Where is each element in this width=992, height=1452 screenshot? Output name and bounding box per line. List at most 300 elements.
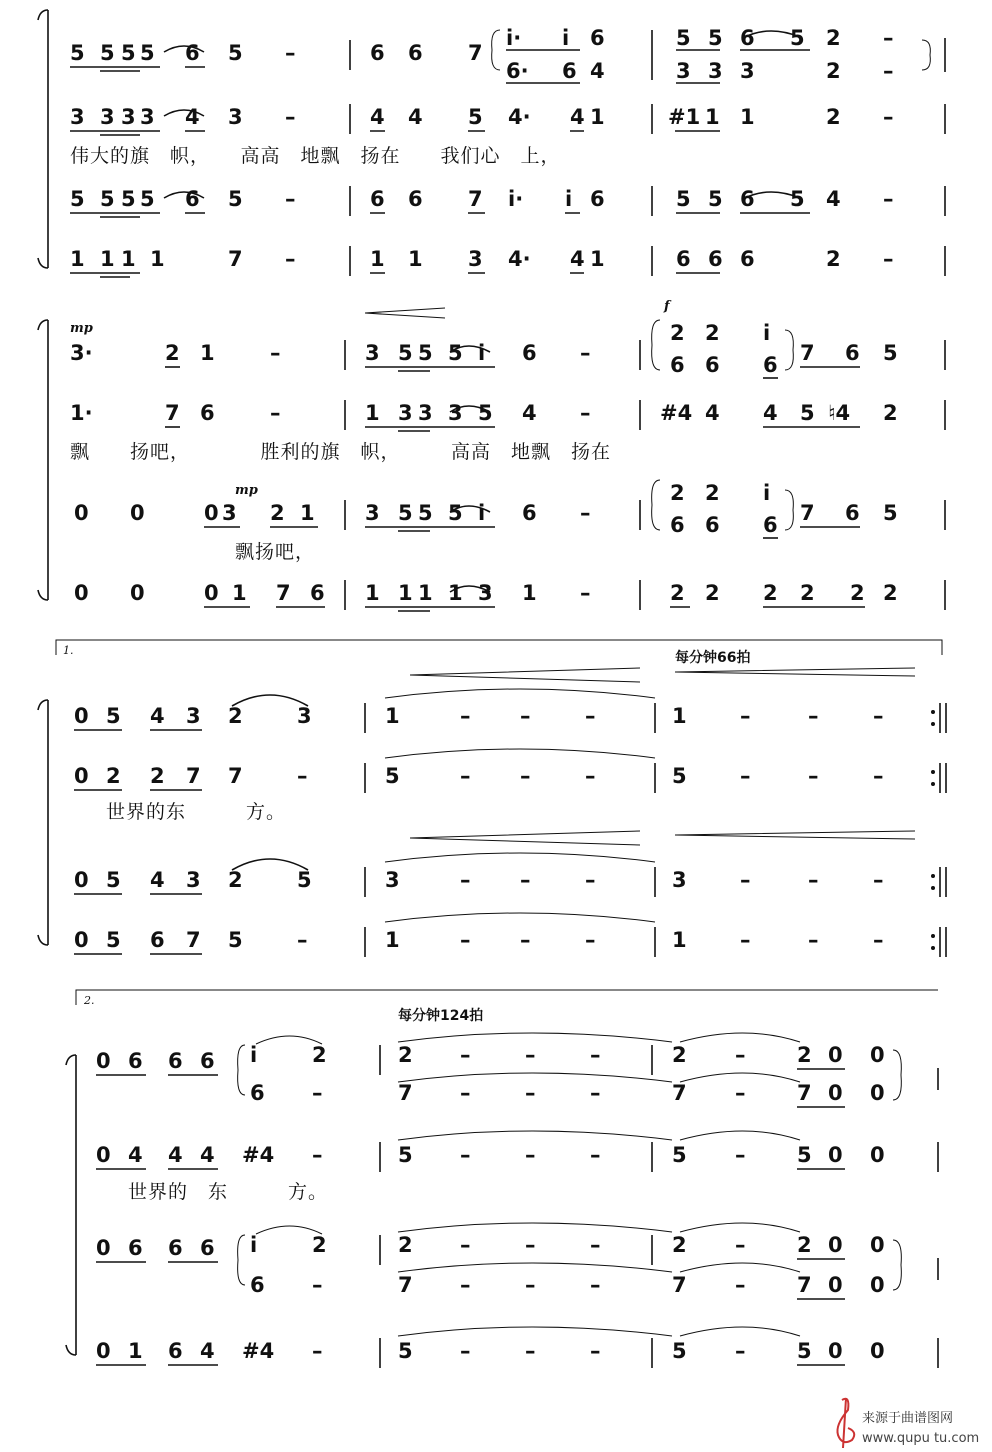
- svg-text:4: 4: [570, 105, 585, 129]
- system-4: [66, 990, 938, 1368]
- svg-text:5: 5: [790, 26, 805, 50]
- svg-text:3: 3: [297, 704, 312, 728]
- svg-text:4: 4: [570, 247, 585, 271]
- svg-text:7: 7: [797, 1273, 812, 1297]
- svg-text:3: 3: [672, 868, 687, 892]
- svg-text:6: 6: [408, 41, 423, 65]
- svg-text:5: 5: [140, 187, 155, 211]
- svg-text:5: 5: [70, 187, 85, 211]
- svg-text:i·: i·: [508, 187, 524, 211]
- svg-text:–: –: [520, 928, 531, 952]
- svg-text:–: –: [873, 928, 884, 952]
- svg-text:5: 5: [418, 501, 433, 525]
- svg-text:–: –: [460, 868, 471, 892]
- svg-text:–: –: [460, 928, 471, 952]
- svg-text:3: 3: [100, 105, 115, 129]
- svg-text:0: 0: [870, 1339, 885, 1363]
- svg-text:–: –: [270, 401, 281, 425]
- svg-text:3: 3: [186, 704, 201, 728]
- svg-text:0: 0: [870, 1143, 885, 1167]
- lyrics-line: 世界的东 方。: [106, 801, 287, 823]
- svg-text:–: –: [735, 1233, 746, 1257]
- svg-text:6: 6: [845, 341, 860, 365]
- tempo-marking: 每分钟66拍: [675, 650, 751, 666]
- svg-text:2: 2: [826, 105, 841, 129]
- svg-text:7: 7: [468, 187, 483, 211]
- svg-text:5: 5: [398, 1143, 413, 1167]
- svg-text:2: 2: [312, 1043, 327, 1067]
- svg-text:–: –: [735, 1043, 746, 1067]
- svg-text:1: 1: [300, 501, 315, 525]
- svg-text:–: –: [585, 704, 596, 728]
- svg-text:5: 5: [797, 1339, 812, 1363]
- svg-text:0: 0: [96, 1236, 111, 1260]
- svg-text:0: 0: [96, 1143, 111, 1167]
- svg-text:–: –: [285, 187, 296, 211]
- svg-text:7: 7: [228, 764, 243, 788]
- svg-text:7: 7: [672, 1081, 687, 1105]
- svg-text:–: –: [312, 1339, 323, 1363]
- svg-text:–: –: [585, 868, 596, 892]
- svg-text:0: 0: [130, 501, 145, 525]
- svg-text:–: –: [873, 764, 884, 788]
- svg-text:5: 5: [398, 501, 413, 525]
- svg-text:4: 4: [370, 105, 385, 129]
- svg-text:1: 1: [70, 247, 85, 271]
- svg-text:i: i: [763, 321, 771, 345]
- svg-text:5: 5: [797, 1143, 812, 1167]
- svg-text:6: 6: [670, 353, 685, 377]
- svg-text:4: 4: [185, 105, 200, 129]
- svg-text:5: 5: [297, 868, 312, 892]
- svg-text:2: 2: [705, 581, 720, 605]
- lyrics-line: 世界的 东 方。: [128, 1181, 329, 1203]
- svg-text:7: 7: [800, 501, 815, 525]
- svg-text:2: 2: [670, 481, 685, 505]
- svg-text:i: i: [250, 1233, 258, 1257]
- svg-text:–: –: [460, 1081, 471, 1105]
- svg-text:5: 5: [672, 1339, 687, 1363]
- svg-text:1: 1: [385, 704, 400, 728]
- svg-text:6: 6: [250, 1081, 265, 1105]
- system-1: [38, 10, 945, 277]
- svg-text:6: 6: [128, 1236, 143, 1260]
- svg-text:6: 6: [590, 187, 605, 211]
- svg-text:1: 1: [121, 247, 136, 271]
- svg-text:–: –: [460, 1339, 471, 1363]
- svg-text:4: 4: [408, 105, 423, 129]
- svg-text:–: –: [808, 704, 819, 728]
- system-3: [38, 640, 946, 957]
- volta-bracket: [76, 990, 938, 1005]
- svg-text:3·: 3·: [70, 341, 93, 365]
- svg-text:0: 0: [870, 1043, 885, 1067]
- svg-text:–: –: [873, 704, 884, 728]
- svg-text:6·: 6·: [506, 59, 529, 83]
- svg-text:6: 6: [150, 928, 165, 952]
- svg-text:2: 2: [797, 1233, 812, 1257]
- svg-text:0: 0: [870, 1081, 885, 1105]
- svg-text:–: –: [285, 247, 296, 271]
- svg-text:–: –: [740, 928, 751, 952]
- svg-text:–: –: [590, 1339, 601, 1363]
- system-2: [38, 299, 945, 611]
- svg-text:5: 5: [708, 26, 723, 50]
- svg-text:3: 3: [70, 105, 85, 129]
- svg-text:6: 6: [590, 26, 605, 50]
- svg-text:#4: #4: [242, 1339, 275, 1363]
- svg-text:0: 0: [74, 928, 89, 952]
- svg-text:1: 1: [448, 581, 463, 605]
- svg-text:4: 4: [590, 59, 605, 83]
- svg-text:5: 5: [676, 26, 691, 50]
- svg-text:3: 3: [365, 341, 380, 365]
- svg-text:2: 2: [398, 1233, 413, 1257]
- svg-text:–: –: [525, 1143, 536, 1167]
- svg-text:0: 0: [96, 1339, 111, 1363]
- lyrics-line: 飘扬吧，: [235, 541, 316, 563]
- svg-text:0: 0: [828, 1273, 843, 1297]
- svg-text:1: 1: [150, 247, 165, 271]
- svg-text:0: 0: [828, 1143, 843, 1167]
- svg-text:–: –: [873, 868, 884, 892]
- svg-text:6: 6: [705, 353, 720, 377]
- svg-text:–: –: [740, 704, 751, 728]
- svg-text:–: –: [285, 105, 296, 129]
- svg-text:2: 2: [826, 59, 841, 83]
- svg-text:6: 6: [185, 187, 200, 211]
- svg-text:1: 1: [365, 581, 380, 605]
- svg-text:0: 0: [96, 1049, 111, 1073]
- bass-row: [70, 246, 945, 277]
- svg-text:–: –: [580, 401, 591, 425]
- svg-text:1: 1: [370, 247, 385, 271]
- svg-text:6: 6: [185, 41, 200, 65]
- svg-text:5: 5: [228, 928, 243, 952]
- svg-text:7: 7: [398, 1081, 413, 1105]
- svg-text:–: –: [460, 1273, 471, 1297]
- svg-text:i: i: [478, 501, 486, 525]
- svg-text:6: 6: [370, 41, 385, 65]
- dynamic-mp: mp: [235, 483, 258, 498]
- crescendo-hairpin: [365, 308, 445, 318]
- svg-text:6: 6: [408, 187, 423, 211]
- tenor-row: [70, 186, 945, 217]
- svg-text:7: 7: [165, 401, 180, 425]
- svg-text:5: 5: [448, 341, 463, 365]
- svg-text:1: 1: [672, 928, 687, 952]
- svg-text:5: 5: [100, 41, 115, 65]
- svg-text:–: –: [525, 1233, 536, 1257]
- svg-text:2: 2: [150, 764, 165, 788]
- svg-text:4: 4: [826, 187, 841, 211]
- svg-text:3: 3: [121, 105, 136, 129]
- alto-row: [70, 104, 945, 167]
- tempo-marking: 每分钟124拍: [398, 1008, 484, 1024]
- svg-text:0: 0: [74, 581, 89, 605]
- svg-text:0: 0: [74, 501, 89, 525]
- dynamic-f: f: [664, 299, 670, 314]
- svg-text:6: 6: [708, 247, 723, 271]
- svg-text:i: i: [565, 187, 573, 211]
- svg-text:7: 7: [672, 1273, 687, 1297]
- svg-text:1: 1: [672, 704, 687, 728]
- svg-text:3: 3: [228, 105, 243, 129]
- svg-text:i: i: [478, 341, 486, 365]
- svg-text:1: 1: [398, 581, 413, 605]
- svg-text:2: 2: [670, 321, 685, 345]
- svg-text:6: 6: [740, 187, 755, 211]
- site-watermark: [837, 1398, 979, 1448]
- svg-text:6: 6: [705, 513, 720, 537]
- svg-text:1: 1: [408, 247, 423, 271]
- svg-text:#1: #1: [668, 105, 701, 129]
- svg-text:2: 2: [705, 481, 720, 505]
- svg-text:3: 3: [418, 401, 433, 425]
- volta-bracket: [56, 640, 942, 655]
- svg-text:6: 6: [670, 513, 685, 537]
- svg-text:–: –: [585, 764, 596, 788]
- svg-text:–: –: [808, 764, 819, 788]
- svg-text:–: –: [735, 1273, 746, 1297]
- svg-text:3: 3: [708, 59, 723, 83]
- svg-text:6: 6: [845, 501, 860, 525]
- svg-text:5: 5: [121, 41, 136, 65]
- svg-text:–: –: [883, 59, 894, 83]
- svg-text:2: 2: [165, 341, 180, 365]
- svg-text:1: 1: [590, 247, 605, 271]
- dynamic-mp: mp: [70, 321, 93, 336]
- svg-text:6: 6: [168, 1049, 183, 1073]
- svg-text:6: 6: [676, 247, 691, 271]
- svg-text:5: 5: [70, 41, 85, 65]
- svg-text:7: 7: [228, 247, 243, 271]
- svg-text:1: 1: [740, 105, 755, 129]
- svg-text:4: 4: [128, 1143, 143, 1167]
- svg-text:1: 1: [385, 928, 400, 952]
- svg-text:2: 2: [797, 1043, 812, 1067]
- svg-text:5: 5: [106, 868, 121, 892]
- treble-clef-icon: [837, 1398, 854, 1448]
- svg-text:0: 0: [828, 1043, 843, 1067]
- svg-text:–: –: [312, 1081, 323, 1105]
- svg-text:5: 5: [468, 105, 483, 129]
- svg-text:6: 6: [763, 353, 778, 377]
- lyrics-line: 飘 扬吧， 胜利的旗 帜， 高高 地飘 扬在: [70, 441, 612, 463]
- svg-text:1: 1: [365, 401, 380, 425]
- svg-text:2: 2: [826, 26, 841, 50]
- svg-text:0: 0: [74, 868, 89, 892]
- svg-text:3: 3: [448, 401, 463, 425]
- svg-text:5: 5: [100, 187, 115, 211]
- svg-text:1: 1: [200, 341, 215, 365]
- svg-text:0: 0: [828, 1081, 843, 1105]
- svg-text:6: 6: [763, 513, 778, 537]
- svg-text:3: 3: [365, 501, 380, 525]
- svg-text:5: 5: [448, 501, 463, 525]
- svg-text:–: –: [808, 868, 819, 892]
- svg-text:6: 6: [250, 1273, 265, 1297]
- svg-text:6: 6: [370, 187, 385, 211]
- svg-text:5: 5: [398, 1339, 413, 1363]
- svg-text:1: 1: [522, 581, 537, 605]
- svg-text:–: –: [525, 1043, 536, 1067]
- svg-text:3: 3: [140, 105, 155, 129]
- dynamic-hairpins: [410, 668, 915, 682]
- svg-text:0: 0: [74, 764, 89, 788]
- svg-text:5: 5: [106, 704, 121, 728]
- svg-text:–: –: [735, 1143, 746, 1167]
- svg-text:5: 5: [676, 187, 691, 211]
- svg-text:5: 5: [672, 1143, 687, 1167]
- svg-text:2: 2: [228, 704, 243, 728]
- svg-text:0: 0: [828, 1339, 843, 1363]
- svg-text:0: 0: [204, 581, 219, 605]
- svg-text:–: –: [590, 1043, 601, 1067]
- svg-text:2: 2: [850, 581, 865, 605]
- svg-text:–: –: [270, 341, 281, 365]
- svg-text:3: 3: [478, 581, 493, 605]
- svg-text:6: 6: [200, 1049, 215, 1073]
- svg-text:2: 2: [672, 1043, 687, 1067]
- svg-text:–: –: [740, 868, 751, 892]
- svg-text:5: 5: [800, 401, 815, 425]
- svg-text:2: 2: [312, 1233, 327, 1257]
- svg-text:6: 6: [128, 1049, 143, 1073]
- svg-text:6: 6: [168, 1339, 183, 1363]
- svg-text:–: –: [735, 1339, 746, 1363]
- svg-text:–: –: [460, 1043, 471, 1067]
- svg-text:7: 7: [186, 928, 201, 952]
- svg-text:6: 6: [522, 501, 537, 525]
- svg-text:4: 4: [200, 1143, 215, 1167]
- svg-text:2: 2: [670, 581, 685, 605]
- svg-text:7: 7: [800, 341, 815, 365]
- svg-text:6: 6: [740, 247, 755, 271]
- svg-text:7: 7: [398, 1273, 413, 1297]
- svg-text:3: 3: [186, 868, 201, 892]
- volta-label: 2.: [84, 994, 95, 1007]
- svg-text:1: 1: [418, 581, 433, 605]
- svg-text:–: –: [460, 704, 471, 728]
- svg-text:–: –: [740, 764, 751, 788]
- svg-text:0: 0: [74, 704, 89, 728]
- svg-text:2: 2: [228, 868, 243, 892]
- svg-text:1: 1: [705, 105, 720, 129]
- svg-text:7: 7: [468, 41, 483, 65]
- svg-text:3: 3: [676, 59, 691, 83]
- svg-text:#4: #4: [242, 1143, 275, 1167]
- svg-text:–: –: [580, 581, 591, 605]
- svg-text:2: 2: [106, 764, 121, 788]
- svg-text:1: 1: [590, 105, 605, 129]
- svg-text:1: 1: [128, 1339, 143, 1363]
- soprano-row: [70, 26, 945, 83]
- svg-text:2: 2: [705, 321, 720, 345]
- svg-text:–: –: [590, 1233, 601, 1257]
- svg-text:2: 2: [883, 401, 898, 425]
- svg-text:–: –: [297, 928, 308, 952]
- svg-text:4: 4: [200, 1339, 215, 1363]
- watermark-site-name: 来源于曲谱图网: [862, 1411, 954, 1426]
- svg-text:2: 2: [398, 1043, 413, 1067]
- svg-text:–: –: [460, 1143, 471, 1167]
- svg-text:5: 5: [106, 928, 121, 952]
- svg-text:7: 7: [797, 1081, 812, 1105]
- svg-text:5: 5: [398, 341, 413, 365]
- svg-text:5: 5: [228, 41, 243, 65]
- svg-text:3: 3: [740, 59, 755, 83]
- svg-text:4: 4: [763, 401, 778, 425]
- svg-text:–: –: [590, 1273, 601, 1297]
- svg-text:4·: 4·: [508, 247, 531, 271]
- svg-text:6: 6: [168, 1236, 183, 1260]
- svg-text:2: 2: [883, 581, 898, 605]
- svg-text:5: 5: [121, 187, 136, 211]
- svg-text:–: –: [312, 1143, 323, 1167]
- svg-text:5: 5: [418, 341, 433, 365]
- svg-text:–: –: [520, 868, 531, 892]
- watermark-url: www.qupu tu.com: [862, 1431, 980, 1446]
- svg-text:6: 6: [310, 581, 325, 605]
- lyrics-line: 伟大的旗 帜， 高高 地飘 扬在 我们心 上，: [70, 145, 561, 167]
- svg-text:5: 5: [790, 187, 805, 211]
- svg-text:–: –: [883, 26, 894, 50]
- svg-text:i·: i·: [506, 26, 522, 50]
- svg-text:0: 0: [204, 501, 219, 525]
- svg-text:5: 5: [708, 187, 723, 211]
- svg-text:1: 1: [232, 581, 247, 605]
- svg-text:i: i: [562, 26, 570, 50]
- svg-text:4: 4: [150, 704, 165, 728]
- svg-text:6: 6: [200, 1236, 215, 1260]
- svg-text:5: 5: [883, 341, 898, 365]
- svg-text:1: 1: [100, 247, 115, 271]
- svg-text:–: –: [883, 105, 894, 129]
- svg-text:2: 2: [270, 501, 285, 525]
- svg-text:7: 7: [276, 581, 291, 605]
- svg-text:i: i: [763, 481, 771, 505]
- svg-text:5: 5: [883, 501, 898, 525]
- svg-text:–: –: [585, 928, 596, 952]
- svg-text:♮4: ♮4: [828, 401, 851, 425]
- svg-text:6: 6: [522, 341, 537, 365]
- svg-text:3: 3: [385, 868, 400, 892]
- svg-text:–: –: [525, 1339, 536, 1363]
- svg-text:0: 0: [870, 1233, 885, 1257]
- svg-text:5: 5: [672, 764, 687, 788]
- svg-text:4·: 4·: [508, 105, 531, 129]
- svg-text:0: 0: [870, 1273, 885, 1297]
- svg-text:–: –: [590, 1143, 601, 1167]
- svg-text:–: –: [312, 1273, 323, 1297]
- svg-text:–: –: [460, 1233, 471, 1257]
- svg-text:–: –: [520, 704, 531, 728]
- svg-text:6: 6: [562, 59, 577, 83]
- svg-text:2: 2: [800, 581, 815, 605]
- svg-text:–: –: [285, 41, 296, 65]
- svg-text:–: –: [525, 1273, 536, 1297]
- svg-text:4: 4: [522, 401, 537, 425]
- svg-text:i: i: [250, 1043, 258, 1067]
- svg-text:6: 6: [740, 26, 755, 50]
- svg-text:4: 4: [705, 401, 720, 425]
- svg-text:–: –: [460, 764, 471, 788]
- svg-text:0: 0: [130, 581, 145, 605]
- volta-label: 1.: [63, 644, 74, 657]
- svg-text:5: 5: [228, 187, 243, 211]
- svg-text:–: –: [580, 501, 591, 525]
